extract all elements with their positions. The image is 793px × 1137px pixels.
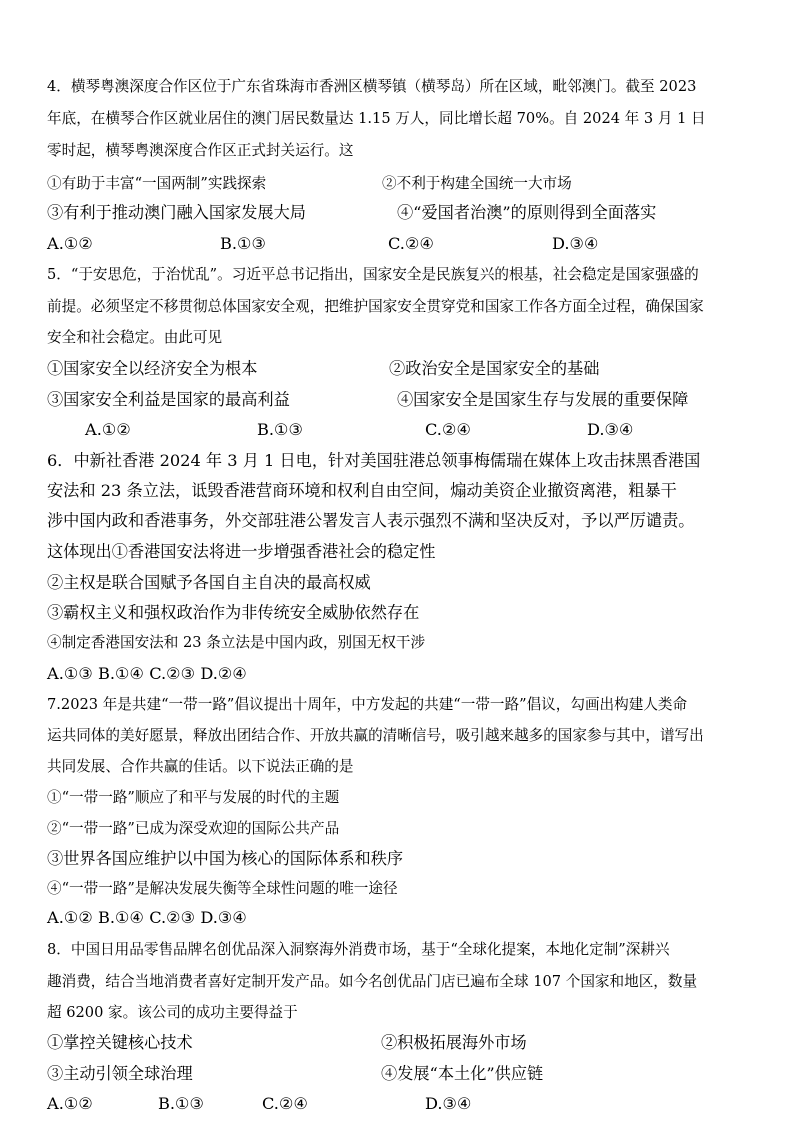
q8-option-a: A.①② xyxy=(47,1094,93,1113)
q5-stem-line-3: 安全和社会稳定。由此可见 xyxy=(47,329,223,346)
q5-option-c: C.②④ xyxy=(425,420,471,439)
q6-stem-line-3: 涉中国内政和香港事务，外交部驻港公署发言人表示强烈不满和坚决反对，予以严厉谴责。 xyxy=(47,511,695,530)
q4-option-d: D.③④ xyxy=(552,234,599,253)
q5-option-b: B.①③ xyxy=(257,420,304,439)
q4-statement-2: ②不利于构建全国统一大市场 xyxy=(382,175,572,192)
q5-stem-line-1: 5．“于安思危，于治忧乱”。习近平总书记指出，国家安全是民族复兴的根基，社会稳定是国家强盛的 xyxy=(47,266,699,283)
q7-stem-line-3: 共同发展、合作共赢的佳话。以下说法正确的是 xyxy=(47,758,354,775)
q5-statement-1: ①国家安全以经济安全为根本 xyxy=(47,359,258,378)
q7-stem-line-2: 运共同体的美好愿景，释放出团结合作、开放共赢的清晰信号，吸引越来越多的国家参与其中，谱写出 xyxy=(47,727,704,744)
q8-stem-line-1: 8．中国日用品零售品牌名创优品深入洞察海外消费市场，基于“全球化提案，本地化定制”深耕兴 xyxy=(47,941,670,958)
q4-statement-3: ③有利于推动澳门融入国家发展大局 xyxy=(47,203,306,222)
q8-stem-line-3: 超 6200 家。该公司的成功主要得益于 xyxy=(47,1004,298,1021)
q7-statement-1: ①“一带一路”顺应了和平与发展的时代的主题 xyxy=(47,789,340,806)
q8-statement-1: ①掌控关键核心技术 xyxy=(47,1033,193,1052)
q4-option-b: B.①③ xyxy=(220,234,267,253)
q4-stem-line-3: 零时起，横琴粤澳深度合作区正式封关运行。这 xyxy=(47,142,354,159)
q6-stem-line-4: 这体现出①香港国安法将进一步增强香港社会的稳定性 xyxy=(47,542,436,561)
q6-statement-4: ④制定香港国安法和 23 条立法是中国内政，别国无权干涉 xyxy=(47,634,426,651)
q4-option-a: A.①② xyxy=(47,234,93,253)
q7-options: A.①② B.①④ C.②③ D.③④ xyxy=(47,908,247,927)
q4-stem-line-2: 年底，在横琴合作区就业居住的澳门居民数量达 1.15 万人，同比增长超 70%。自 2024 年 3 月 1 日 xyxy=(47,110,706,127)
q5-stem-line-2: 前提。必须坚定不移贯彻总体国家安全观，把维护国家安全贯穿党和国家工作各方面全过程，确保国家 xyxy=(47,298,704,315)
q5-statement-2: ②政治安全是国家安全的基础 xyxy=(389,359,600,378)
q6-stem-line-2: 安法和 23 条立法，诋毁香港营商环境和权利自由空间，煽动美资企业撤资离港，粗暴干 xyxy=(47,481,677,500)
q8-statement-4: ④发展“本土化”供应链 xyxy=(381,1064,544,1083)
q5-statement-4: ④国家安全是国家生存与发展的重要保障 xyxy=(397,390,689,409)
q6-options: A.①③ B.①④ C.②③ D.②④ xyxy=(47,664,247,683)
q8-statement-3: ③主动引领全球治理 xyxy=(47,1064,193,1083)
q7-statement-2: ②“一带一路”已成为深受欢迎的国际公共产品 xyxy=(47,820,340,837)
q8-option-d: D.③④ xyxy=(425,1094,472,1113)
q4-statement-4: ④“爱国者治澳”的原则得到全面落实 xyxy=(397,203,657,222)
q4-stem-line-1: 4．横琴粤澳深度合作区位于广东省珠海市香洲区横琴镇（横琴岛）所在区域，毗邻澳门。截至 2023 xyxy=(47,78,697,95)
q6-statement-3: ③霸权主义和强权政治作为非传统安全威胁依然存在 xyxy=(47,603,420,622)
q8-stem-line-2: 趣消费，结合当地消费者喜好定制开发产品。如今名创优品门店已遍布全球 107 个国家和地区，数量 xyxy=(47,973,698,990)
q8-option-b: B.①③ xyxy=(158,1094,205,1113)
q6-stem-line-1: 6．中新社香港 2024 年 3 月 1 日电，针对美国驻港总领事梅儒瑞在媒体上攻击抹黑香港国 xyxy=(47,451,701,470)
q8-option-c: C.②④ xyxy=(262,1094,308,1113)
q7-statement-4: ④“一带一路”是解决发展失衡等全球性问题的唯一途径 xyxy=(47,880,398,897)
q4-statement-1: ①有助于丰富“一国两制”实践探索 xyxy=(47,175,267,192)
q5-option-a: A.①② xyxy=(85,420,131,439)
q7-stem-line-1: 7.2023 年是共建“一带一路”倡议提出十周年，中方发起的共建“一带一路”倡议，勾画出构建人类命 xyxy=(47,696,688,713)
q5-statement-3: ③国家安全利益是国家的最高利益 xyxy=(47,390,290,409)
q5-option-d: D.③④ xyxy=(587,420,634,439)
q4-option-c: C.②④ xyxy=(388,234,434,253)
q6-statement-2: ②主权是联合国赋予各国自主自决的最高权威 xyxy=(47,573,371,592)
q8-statement-2: ②积极拓展海外市场 xyxy=(381,1033,527,1052)
q7-statement-3: ③世界各国应维护以中国为核心的国际体系和秩序 xyxy=(47,849,404,868)
